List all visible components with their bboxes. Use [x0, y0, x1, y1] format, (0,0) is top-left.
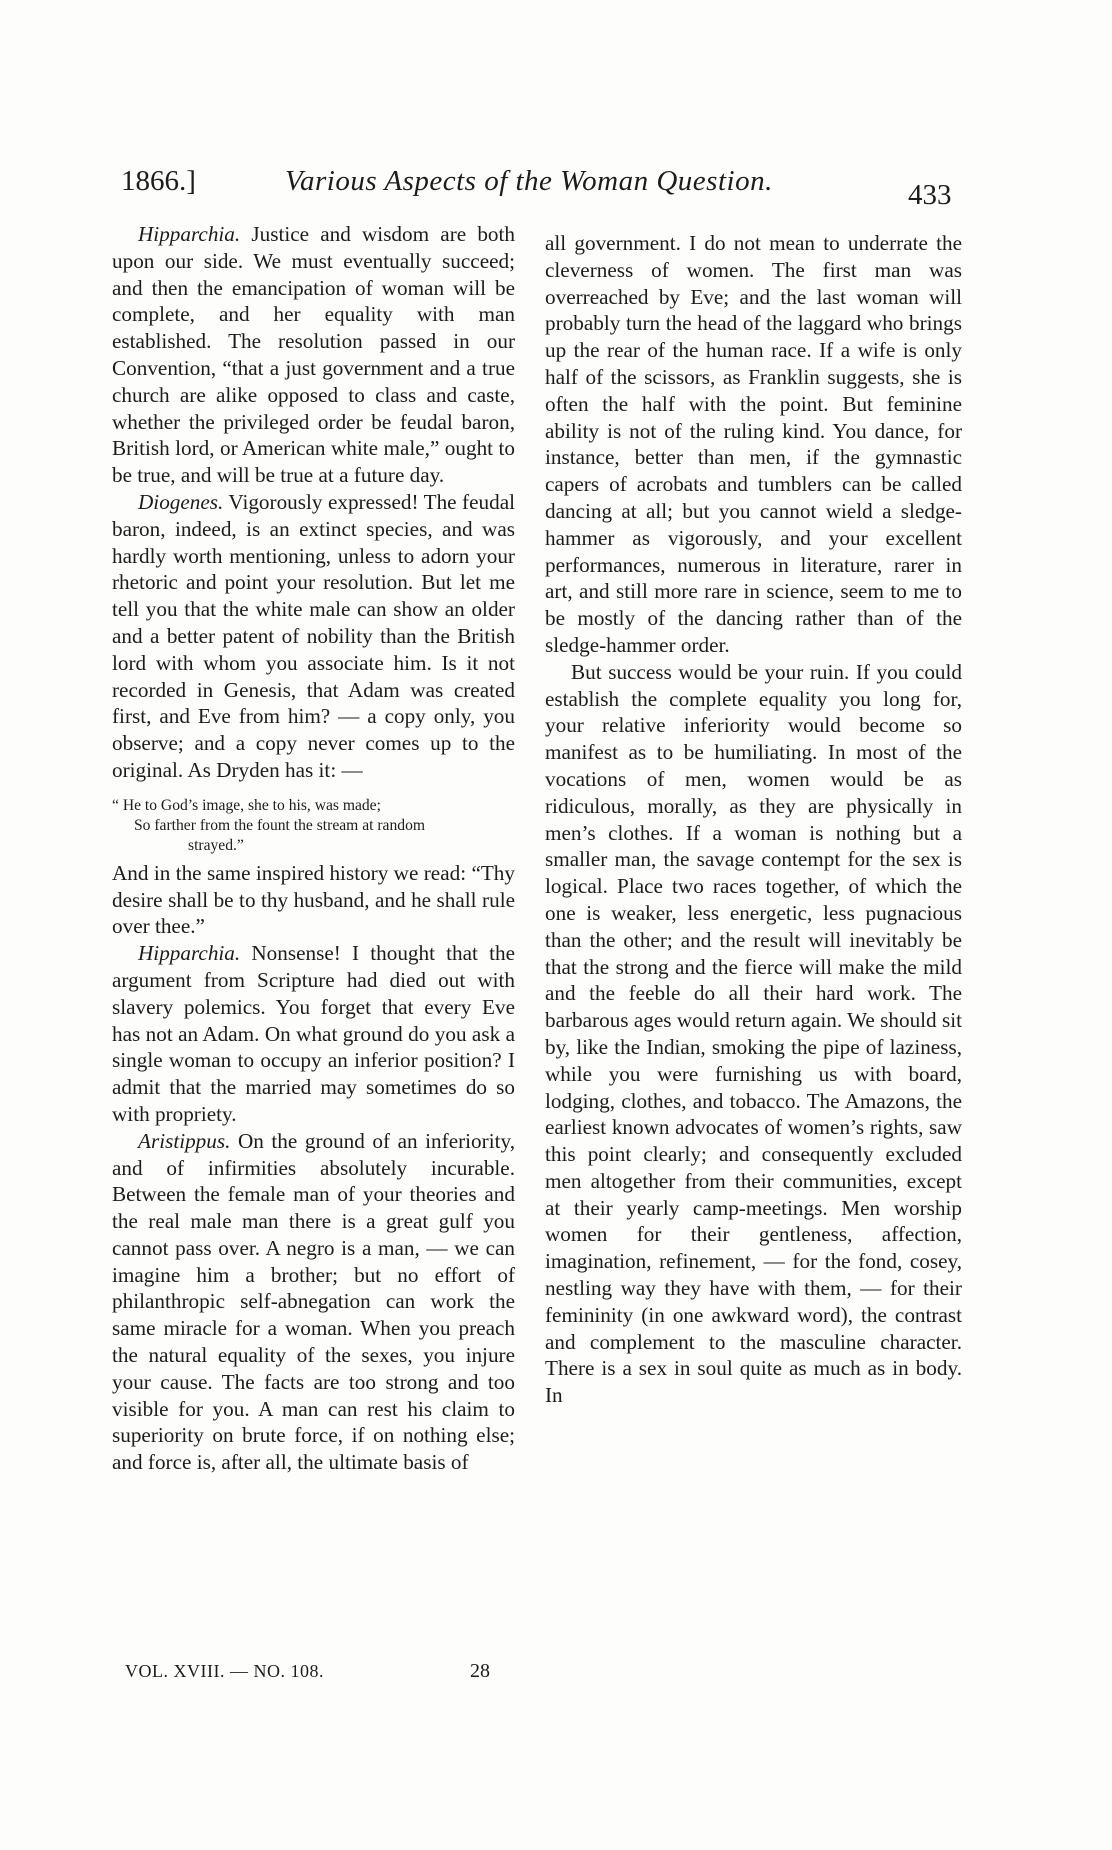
paragraph-text: Justice and wisdom are both upon our side. We must eventually succeed; and then the emancipation of woman will be complete, and her equality with man established. The resolution passed in our Convention, “that a just government and a true church are alike opposed to class and caste, whether the privileged order be feudal baron, British lord, or American white male,” ought to be true, and will be true at a future day.	[112, 222, 515, 488]
running-head-title: Various Aspects of the Woman Question.	[285, 165, 773, 197]
volume-footer: VOL. XVIII. — NO. 108.	[125, 1661, 324, 1681]
verse-line: So farther from the fount the stream at random	[134, 816, 425, 834]
paragraph-text: Nonsense! I thought that the argument from Scripture had died out with slavery polemics. You forget that every Eve has not an Adam. On what ground do you ask a single woman to occupy an inferior position? I admit that the married may sometimes do so with propriety.	[112, 941, 515, 1126]
verse-line: “ He to God’s image, she to his, was made;	[112, 796, 381, 814]
speaker-name: Aristippus.	[138, 1128, 231, 1153]
paragraph: all government. I do not mean to underrate the cleverness of women. The first man was overreached by Eve; and the last woman will probably turn the head of the laggard who brings up the rear of the human race. If a wife is only half of the scissors, as Franklin suggests, she is often the half with the point. But feminine ability is not of the ruling kind. You dance, for instance, better than men, if the gymnastic capers of acrobats and tumblers can be called dancing at all; but you cannot wield a sledge-hammer as vigorously, and your excellent performances, numerous in literature, rarer in art, and still more rare in science, seem to me to be mostly of the dancing rather than of the sledge-hammer order.	[545, 231, 962, 657]
paragraph: But success would be your ruin. If you could establish the complete equality you long for, your relative inferiority would become so manifest as to be humiliating. In most of the vocations of men, women would be as ridiculous, morally, as they are physically in men’s clothes. If a woman is nothing but a smaller man, the savage contempt for the sex is logical. Place two races together, of which the one is weaker, less energetic, less pugnacious than the other; and the result will inevitably be that the strong and the fierce will make the mild and the feeble do all their hard work. The barbarous ages would return again. We should sit by, like the Indian, smoking the pipe of laziness, while you were furnishing us with board, lodging, clothes, and tobacco. The Amazons, the earliest known advocates of women’s rights, saw this point clearly; and consequently excluded men altogether from their communities, except at their yearly camp-meetings. Men worship women for their gentleness, affection, imagination, refinement, — for the fond, cosey, nestling way they have with them, — for their femininity (in one awkward word), the contrast and complement to the masculine character. There is a sex in soul quite as much as in body. In	[545, 659, 962, 1408]
verse-quote	[112, 796, 515, 856]
right-column	[545, 230, 962, 1409]
running-head-year: 1866.]	[121, 165, 196, 197]
paragraph	[112, 1128, 515, 1476]
speaker-name: Hipparchia.	[138, 222, 241, 246]
page-number: 433	[908, 179, 952, 211]
paragraph	[112, 940, 515, 1128]
paragraph-text: Vigorously expressed! The feudal baron, indeed, is an extinct species, and was hardly worth mentioning, unless to adorn your rhetoric and point your resolution. But let me tell you that the white male can show an older and a better patent of nobility than the British lord with whom you associate him. Is it not recorded in Genesis, that Adam was created first, and Eve from him? — a copy only, you observe; and a copy never comes up to the original. As Dryden has it: —	[112, 489, 515, 782]
signature-mark: 28	[470, 1660, 490, 1682]
paragraph	[112, 489, 515, 784]
paragraph	[112, 221, 515, 489]
paragraph-text: On the ground of an inferiority, and of infirmities absolutely incurable. Between the female man of your theories and the real male man there is a great gulf you cannot pass over. A negro is a man, — we can imagine him a brother; but no effort of philanthropic self-abnegation can work the same miracle for a woman. When you preach the natural equality of the sexes, you injure your cause. The facts are too strong and too visible for you. A man can rest his claim to superiority on brute force, if on nothing else; and force is, after all, the ultimate basis of	[112, 1128, 515, 1475]
paragraph: And in the same inspired history we read: “Thy desire shall be to thy husband, and he shall rule over thee.”	[112, 860, 515, 939]
speaker-name: Diogenes.	[138, 489, 224, 514]
left-column	[112, 221, 515, 1476]
verse-line: strayed.”	[188, 836, 244, 854]
speaker-name: Hipparchia.	[138, 941, 241, 966]
